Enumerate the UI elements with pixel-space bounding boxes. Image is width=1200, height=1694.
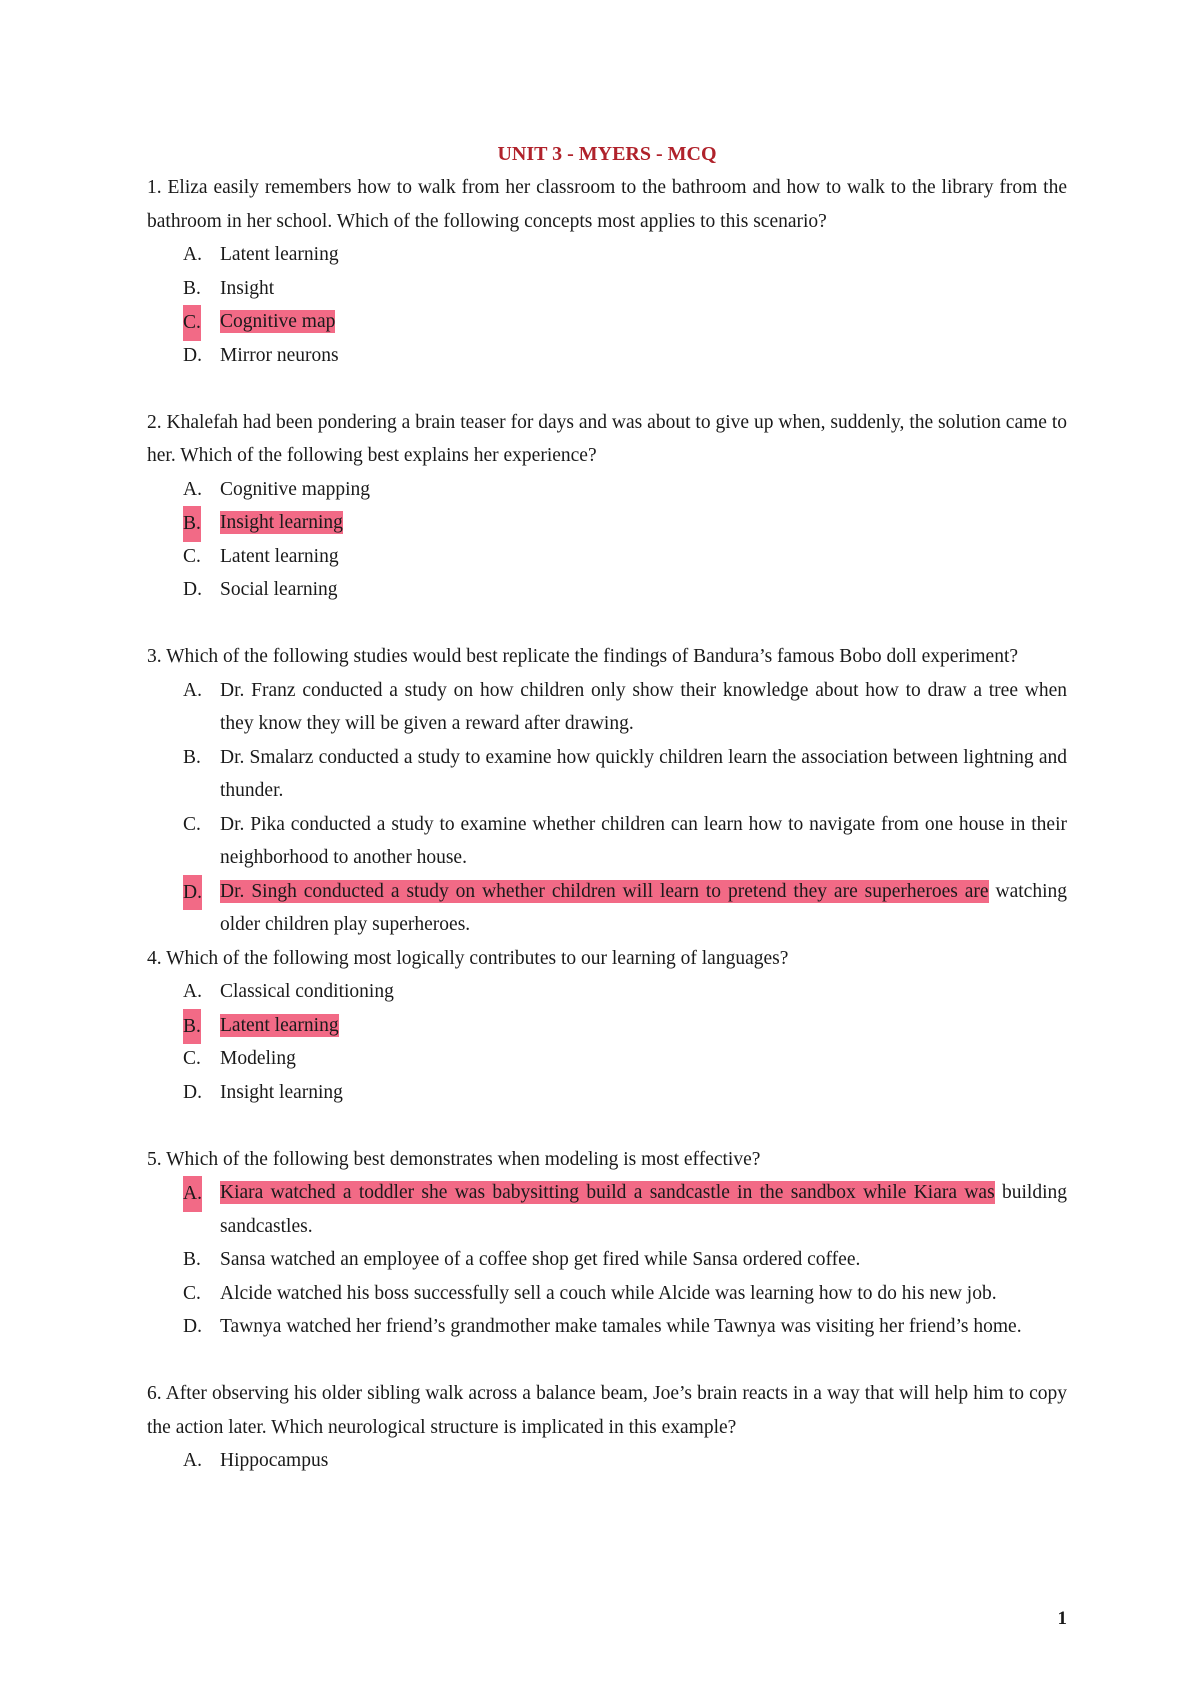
option-letter: A. [183, 679, 202, 701]
page-number: 1 [1057, 1608, 1067, 1629]
option-c [147, 1042, 1067, 1076]
question-number: 2. [147, 411, 162, 433]
option-text: Hippocampus [220, 1450, 329, 1471]
option-letter: C. [183, 813, 201, 835]
question-text [147, 171, 1067, 238]
question-text [147, 942, 1067, 976]
highlighted-option-text: Latent learning [220, 1014, 339, 1036]
option-letter: B. [183, 506, 201, 542]
question-6 [147, 1377, 1067, 1478]
option-a [147, 473, 1067, 507]
option-b-answer [147, 506, 1067, 540]
option-letter: B. [183, 1249, 201, 1270]
option-letter: B. [183, 1009, 201, 1045]
option-letter: D. [183, 579, 202, 600]
option-d [147, 1076, 1067, 1110]
option-letter: B. [183, 746, 201, 768]
question-text [147, 1143, 1067, 1177]
question-text [147, 1377, 1067, 1444]
option-list [147, 1176, 1067, 1344]
question-number: 3. [147, 646, 162, 667]
option-letter: B. [183, 277, 201, 299]
option-d-answer [147, 875, 1067, 942]
question-1 [147, 171, 1067, 372]
option-text-continued: watching older children play superheroes. [220, 880, 1067, 935]
option-c [147, 808, 1067, 875]
option-letter: C. [183, 1282, 201, 1304]
question-stem: Khalefah had been pondering a brain teaser for days and was about to give up when, suddenly, the solution came to her. Which of the following best explains her experience? [147, 411, 1068, 466]
question-number: 4. [147, 947, 162, 969]
question-stem: After observing his older sibling walk across a balance beam, Joe’s brain reacts in a way that will help him to copy the action later. Which neurological structure is implicated in this example? [147, 1383, 1067, 1438]
option-a [147, 1444, 1067, 1478]
option-letter: C. [183, 305, 201, 341]
option-text: Dr. Smalarz conducted a study to examine how quickly children learn the association between lightning and thunder. [220, 746, 1067, 801]
option-text: Social learning [220, 579, 338, 600]
option-b-answer [147, 1009, 1067, 1043]
option-text: Insight [220, 277, 275, 299]
option-text: Sansa watched an employee of a coffee shop get fired while Sansa ordered coffee. [220, 1249, 861, 1270]
question-text [147, 640, 1067, 674]
option-letter: D. [183, 1081, 202, 1103]
option-b [147, 741, 1067, 808]
question-4 [147, 942, 1067, 1110]
question-number: 1. [147, 177, 162, 198]
question-text [147, 406, 1067, 473]
option-letter: D. [183, 875, 202, 911]
document-content [147, 141, 1067, 1478]
option-text: Insight learning [220, 1081, 343, 1103]
option-d [147, 1310, 1067, 1344]
option-text: Classical conditioning [220, 981, 394, 1002]
highlighted-option-text: Dr. Singh conducted a study on whether children will learn to pretend they are superheroes are [220, 880, 989, 902]
option-letter: A. [183, 981, 202, 1002]
option-a [147, 238, 1067, 272]
option-list [147, 238, 1067, 372]
option-list [147, 975, 1067, 1109]
option-list [147, 1444, 1067, 1478]
option-letter: C. [183, 545, 201, 567]
option-text-continued: building sandcastles. [220, 1182, 1068, 1237]
option-text: Latent learning [220, 244, 339, 265]
question-stem: Which of the following most logically contributes to our learning of languages? [166, 947, 789, 969]
option-d [147, 573, 1067, 607]
option-a-answer [147, 1176, 1067, 1243]
option-text: Dr. Franz conducted a study on how children only show their knowledge about how to draw a tree when they know they will be given a reward after drawing. [220, 679, 1067, 734]
option-text: Dr. Pika conducted a study to examine whether children can learn how to navigate from one house in their neighborhood to another house. [220, 813, 1067, 868]
option-text: Cognitive mapping [220, 478, 371, 500]
highlighted-option-text: Insight learning [220, 512, 343, 533]
option-d [147, 339, 1067, 373]
option-letter: A. [183, 1450, 202, 1471]
highlighted-option-text: Kiara watched a toddler she was babysitting build a sandcastle in the sandbox while Kiara was [220, 1182, 995, 1203]
page-title: UNIT 3 - MYERS - MCQ [497, 143, 717, 165]
option-list [147, 473, 1067, 607]
option-text: Modeling [220, 1048, 296, 1069]
option-c [147, 540, 1067, 574]
option-text: Tawnya watched her friend’s grandmother make tamales while Tawnya was visiting her friend’s home. [220, 1316, 1022, 1337]
highlighted-option-text: Cognitive map [220, 311, 336, 332]
option-letter: C. [183, 1048, 201, 1069]
question-3 [147, 640, 1067, 942]
option-letter: A. [183, 478, 202, 500]
option-text: Mirror neurons [220, 344, 339, 366]
question-2 [147, 406, 1067, 607]
question-5 [147, 1143, 1067, 1344]
option-letter: A. [183, 1176, 202, 1212]
option-c-answer [147, 305, 1067, 339]
option-b [147, 272, 1067, 306]
option-c [147, 1277, 1067, 1311]
option-letter: A. [183, 244, 202, 265]
option-a [147, 975, 1067, 1009]
option-list [147, 674, 1067, 942]
option-letter: D. [183, 344, 202, 366]
question-stem: Which of the following best demonstrates when modeling is most effective? [166, 1148, 761, 1170]
question-stem: Eliza easily remembers how to walk from her classroom to the bathroom and how to walk to the library from the bathroom in her school. Which of the following concepts most applies to this scenario? [147, 177, 1067, 232]
option-b [147, 1243, 1067, 1277]
question-number: 6. [147, 1383, 162, 1404]
option-text: Alcide watched his boss successfully sell a couch while Alcide was learning how to do his new job. [220, 1282, 997, 1304]
question-number: 5. [147, 1148, 162, 1170]
question-stem: Which of the following studies would best replicate the findings of Bandura’s famous Bobo doll experiment? [166, 646, 1019, 667]
option-a [147, 674, 1067, 741]
option-letter: D. [183, 1316, 202, 1337]
option-text: Latent learning [220, 545, 339, 567]
